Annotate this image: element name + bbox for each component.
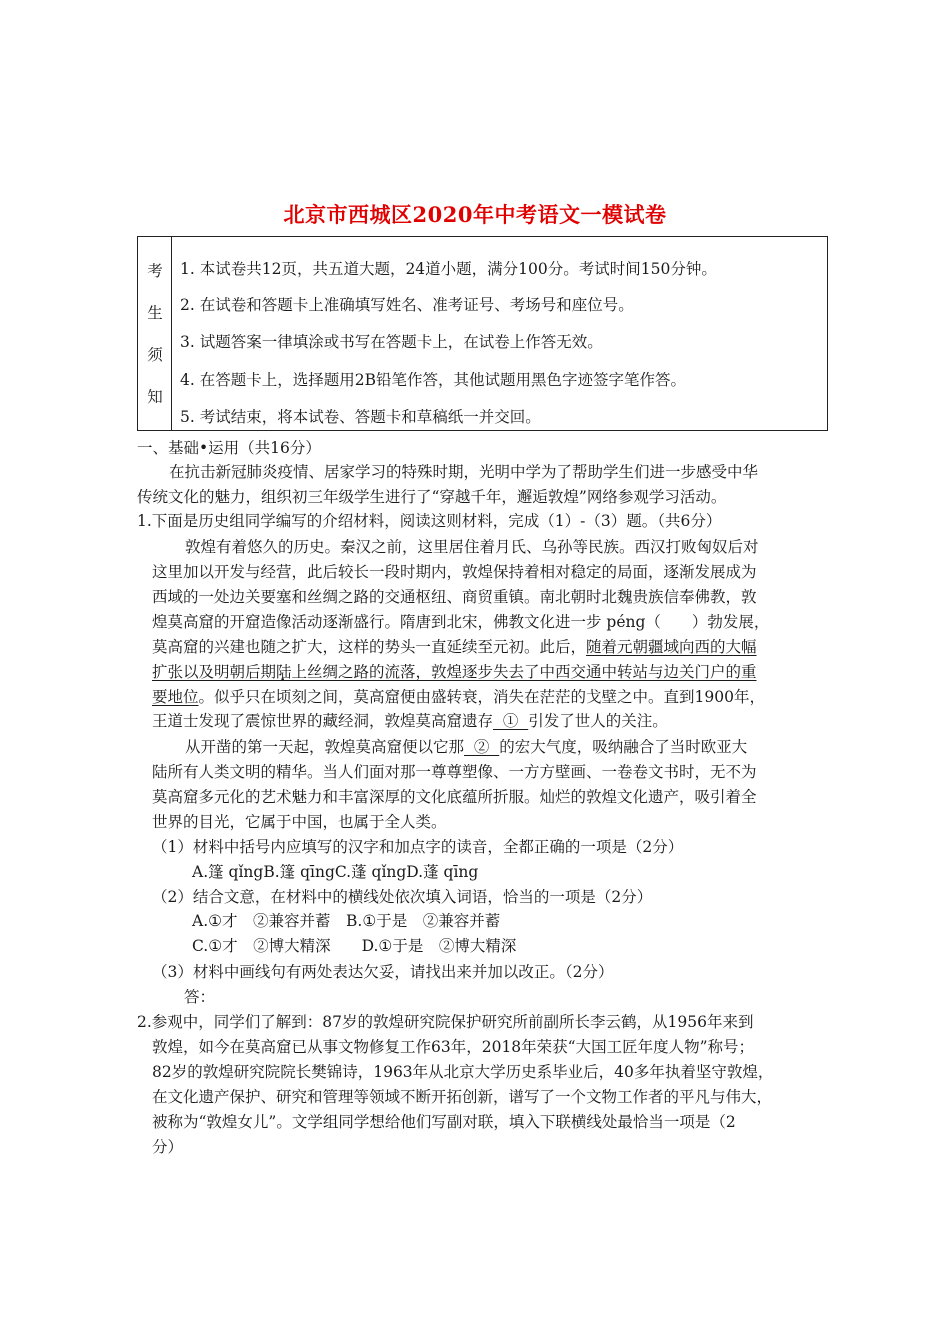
question-2-line: 在文化遗产保护、研究和管理等领域不断开拓创新，谱写了一个文物工作者的平凡与伟大， — [152, 1088, 773, 1106]
passage-line: 这里加以开发与经营，此后较长一段时期内，敦煌保持着相对稳定的局面，逐渐发展成为 — [152, 563, 757, 581]
subquestion-3-stem: （3）材料中画线句有两处表达欠妥，请找出来并加以改正。（2分） — [152, 963, 614, 981]
question-2-line: 2.参观中，同学们了解到：87岁的敦煌研究院保护研究所前副所长李云鹤，从1956年来到 — [137, 1013, 754, 1031]
passage-text: 引发了世人的关注。 — [528, 712, 668, 730]
header-char: 须 — [147, 346, 163, 364]
instruction-item: 2. 在试卷和答题卡上准确填写姓名、准考证号、考场号和座位号。 — [180, 296, 634, 314]
question-2-line: 82岁的敦煌研究院院长樊锦诗，1963年从北京大学历史系毕业后，40多年执着坚守敦煌， — [152, 1063, 774, 1081]
subquestion-2-stem: （2）结合文意，在材料中的横线处依次填入词语，恰当的一项是（2分） — [152, 888, 653, 906]
passage-text: 。似乎只在 — [198, 688, 277, 706]
passage-line: 莫高窟多元化的艺术魅力和丰富深厚的文化底蕴所折服。灿烂的敦煌文化遗产，吸引着全 — [152, 788, 757, 806]
underlined-sentence: 扩张以及明朝后期陆上丝绸之路的流落，敦煌逐步失去了中西交通中转站与边关门户的重 — [152, 663, 757, 681]
passage-text: 刻之间，莫高窟便由盛转衰，消失在茫茫的戈壁之中。直到1900年， — [291, 688, 765, 706]
passage-line: 煌莫高窟的开窟造像活动逐渐盛行。隋唐到北宋，佛教文化进一步 péng（ ）勃发展， — [152, 613, 770, 631]
subquestion-1-stem: （1）材料中括号内应填写的汉字和加点字的读音，全都正确的一项是（2分） — [152, 838, 684, 856]
passage-line — [152, 640, 757, 656]
passage-line: 西域的一处边关要塞和丝绸之路的交通枢纽、商贸重镇。南北朝时北魏贵族信奉佛教，敦 — [152, 588, 757, 606]
instruction-item: 1. 本试卷共12页，共五道大题，24道小题，满分100分。考试时间150分钟。 — [180, 260, 717, 278]
question-2-line: 被称为“敦煌女儿”。文学组同学想给他们写副对联，填入下联横线处最恰当一项是（2 — [152, 1113, 736, 1131]
header-char: 知 — [147, 388, 163, 406]
passage-line: 世界的目光，它属于中国，也属于全人类。 — [152, 813, 447, 831]
instruction-item: 3. 试题答案一律填涂或书写在答题卡上，在试卷上作答无效。 — [180, 333, 603, 351]
question-2-line: 分） — [152, 1138, 184, 1156]
instructions-box — [137, 236, 828, 431]
underlined-sentence: 要地位 — [152, 688, 199, 706]
question-2-line: 敦煌，如今在莫高窟已从事文物修复工作63年，2018年荣获“大国工匠年度人物”称号； — [152, 1038, 755, 1056]
blank-1: ① — [493, 712, 529, 730]
header-char: 考 — [147, 262, 163, 280]
subquestion-1-options: A.篷 qǐngB.篷 qīngC.蓬 qǐngD.蓬 qīng — [192, 863, 479, 881]
answer-label: 答： — [184, 988, 216, 1006]
section-heading: 一、基础•运用（共16分） — [137, 439, 321, 457]
header-char: 生 — [147, 304, 163, 322]
passage-text: 的宏大气度，吸纳融合了当时欧亚大 — [499, 738, 748, 756]
underlined-sentence: 随着元朝疆域向西的大幅 — [586, 638, 757, 656]
subquestion-2-options: A.①才 ②兼容并蓄 B.①于是 ②兼容并蓄 — [192, 912, 501, 930]
intro-line: 在抗击新冠肺炎疫情、居家学习的特殊时期，光明中学为了帮助学生们进一步感受中华 — [169, 463, 759, 481]
dotted-char: 顷 — [276, 688, 292, 706]
question-1-stem: 1.下面是历史组同学编写的介绍材料，阅读这则材料，完成（1）-（3）题。（共6分） — [137, 512, 722, 530]
page-title: 北京市西城区2020年中考语文一模试卷 — [283, 202, 667, 227]
passage-line: 陆所有人类文明的精华。当人们面对那一尊尊塑像、一方方壁画、一卷卷文书时，无不为 — [152, 763, 757, 781]
instructions-header — [138, 237, 172, 430]
passage-line — [152, 714, 668, 730]
instruction-item: 4. 在答题卡上，选择题用2B铅笔作答，其他试题用黑色字迹签字笔作答。 — [180, 371, 686, 389]
passage-line: 敦煌有着悠久的历史。秦汉之前，这里居住着月氏、乌孙等民族。西汉打败匈奴后对 — [185, 538, 759, 556]
passage-text: 莫高窟的兴建也随之扩大，这样的势头一直延续至元初。此后， — [152, 638, 587, 656]
blank-2: ② — [464, 738, 500, 756]
instruction-item: 5. 考试结束，将本试卷、答题卡和草稿纸一并交回。 — [180, 408, 541, 426]
passage-line — [152, 690, 765, 706]
passage-line — [185, 740, 747, 756]
passage-text: 王道士发现了震惊世界的藏经洞，敦煌莫高窟遗存 — [152, 712, 494, 730]
subquestion-2-options: C.①才 ②博大精深 D.①于是 ②博大精深 — [192, 937, 517, 955]
passage-text: 从开凿的第一天起，敦煌莫高窟便以它那 — [185, 738, 465, 756]
intro-line: 传统文化的魅力，组织初三年级学生进行了“穿越千年，邂逅敦煌”网络参观学习活动。 — [137, 488, 727, 506]
